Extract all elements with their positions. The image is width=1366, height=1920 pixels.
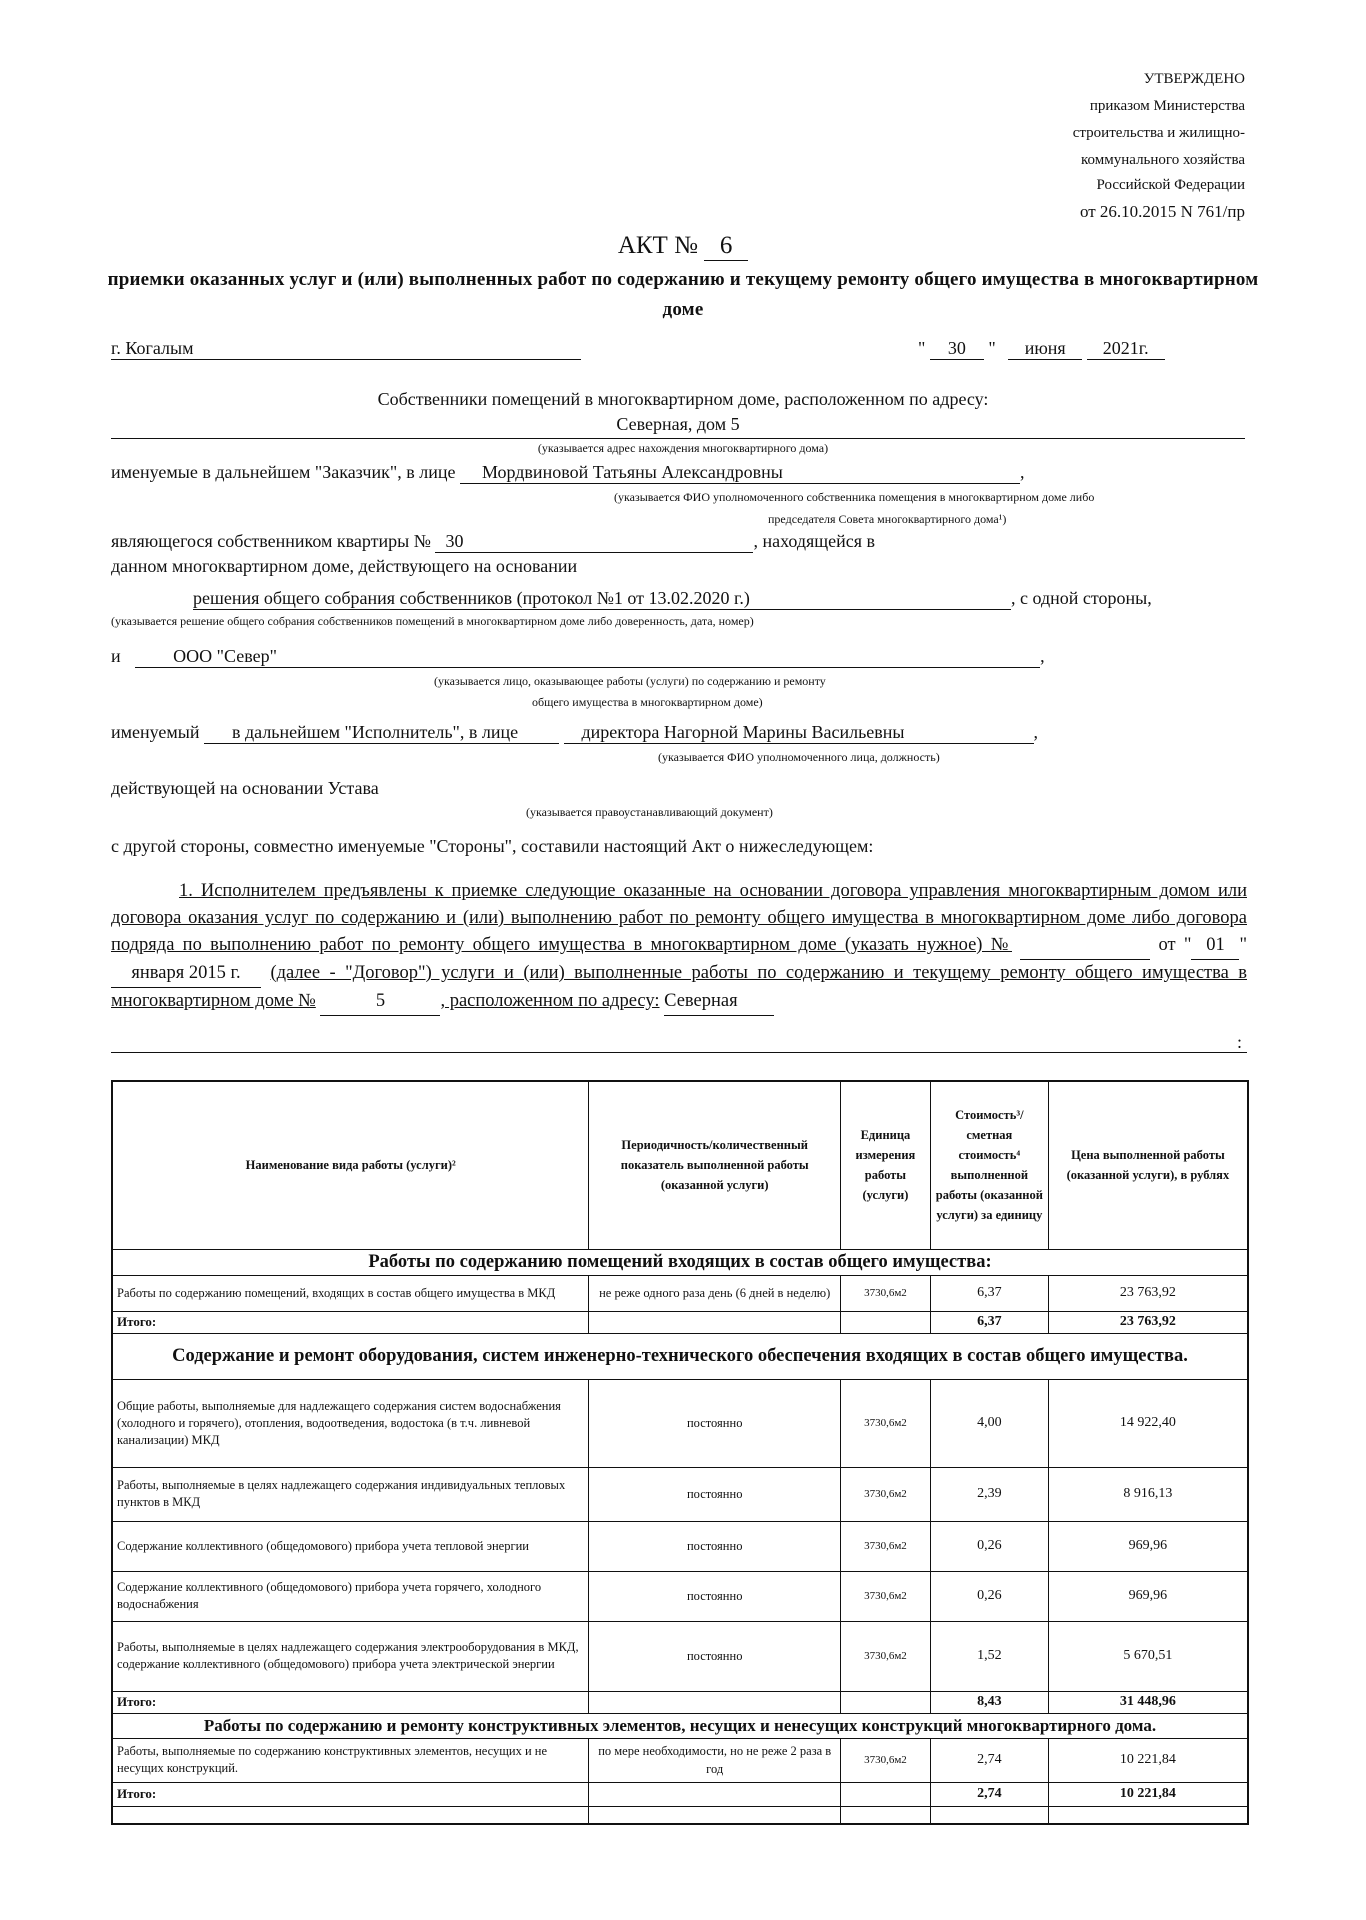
section-title-row bbox=[112, 1333, 1248, 1379]
named-line bbox=[111, 722, 1038, 744]
customer-hint: (указывается ФИО уполномоченного собственника помещения в многоквартирном доме либо bbox=[614, 490, 1095, 504]
work-price: 969,96 bbox=[1048, 1571, 1248, 1621]
address-value: Северная, дом 5 bbox=[616, 414, 740, 434]
work-name: Содержание коллективного (общедомового) прибора учета тепловой энергии bbox=[112, 1521, 589, 1571]
customer-line bbox=[111, 462, 1024, 484]
approval-line: от 26.10.2015 N 761/пр bbox=[1079, 202, 1245, 221]
act-date bbox=[918, 338, 1165, 360]
approval-line: коммунального хозяйства bbox=[1081, 152, 1245, 168]
address-line bbox=[111, 414, 1245, 439]
work-periodicity: постоянно bbox=[589, 1467, 841, 1521]
work-periodicity: постоянно bbox=[589, 1571, 841, 1621]
comma: , bbox=[1019, 462, 1025, 482]
date-quote: " bbox=[988, 338, 996, 358]
approval-block bbox=[1073, 66, 1245, 228]
table-row bbox=[112, 1521, 1248, 1571]
contractor-name: ООО "Север" bbox=[135, 646, 1040, 668]
work-name: Содержание коллективного (общедомового) прибора учета горячего, холодного водоснабжения bbox=[112, 1571, 589, 1621]
customer-prefix: именуемые в дальнейшем "Заказчик", в лице bbox=[111, 462, 456, 482]
work-unit: 3730,6м2 bbox=[840, 1467, 930, 1521]
work-name: Работы, выполняемые по содержанию конструктивных элементов, несущих и не несущих конструкций. bbox=[112, 1738, 589, 1782]
work-price: 969,96 bbox=[1048, 1521, 1248, 1571]
date-day: 30 bbox=[930, 338, 984, 360]
contractor-hint: (указывается лицо, оказывающее работы (услуги) по содержанию и ремонту bbox=[434, 674, 826, 688]
table-row bbox=[112, 1467, 1248, 1521]
total-price: 31 448,96 bbox=[1048, 1691, 1248, 1713]
total-label: Итого: bbox=[112, 1691, 589, 1713]
table-row bbox=[112, 1571, 1248, 1621]
work-cost: 1,52 bbox=[930, 1621, 1048, 1691]
apartment-suffix: , находящейся в bbox=[753, 531, 876, 551]
owners-intro: Собственники помещений в многоквартирном доме, расположенном по адресу: bbox=[377, 389, 989, 409]
total-row bbox=[112, 1691, 1248, 1713]
act-number: 6 bbox=[704, 232, 748, 261]
work-price: 23 763,92 bbox=[1048, 1275, 1248, 1311]
date-quote: " bbox=[918, 338, 926, 358]
total-cost: 2,74 bbox=[930, 1782, 1048, 1806]
work-name: Общие работы, выполняемые для надлежащего содержания систем водоснабжения (холодного и горячего), отопления, водоотведения, водостока (в т.ч. ливневой канализации) МКД bbox=[112, 1379, 589, 1467]
director-hint: (указывается ФИО уполномоченного лица, должность) bbox=[658, 750, 940, 764]
work-cost: 2,39 bbox=[930, 1467, 1048, 1521]
empty-row bbox=[112, 1806, 1248, 1824]
director-name: директора Нагорной Марины Васильевны bbox=[564, 722, 1034, 744]
clause-text: 1. Исполнителем предъявлены к приемке следующие оказанные на основании договора управления многоквартирным домом или договора оказания услуг по содержанию и (или) выполнению работ по ремонту общего имущества в многоквартирном доме либо договора подряда по выполнению работ по ремонту общего имущества в многоквартирном доме (указать нужное) № bbox=[111, 881, 1247, 955]
header-name: Наименование вида работы (услуги)² bbox=[112, 1081, 589, 1249]
work-name: Работы, выполняемые в целях надлежащего содержания электрооборудования в МКД, содержание коллективного (общедомового) прибора учета электрической энергии bbox=[112, 1621, 589, 1691]
approval-line: приказом Министерства bbox=[1089, 98, 1245, 114]
table-header-row bbox=[112, 1081, 1248, 1249]
date-year: 2021г. bbox=[1087, 338, 1165, 360]
and-label: и bbox=[111, 646, 121, 666]
comma: , bbox=[1040, 646, 1045, 666]
street-name: Северная bbox=[664, 988, 774, 1016]
work-price: 5 670,51 bbox=[1048, 1621, 1248, 1691]
clause-text: , расположенном по адресу: bbox=[440, 991, 660, 1011]
act-number-heading bbox=[0, 232, 1366, 261]
work-unit: 3730,6м2 bbox=[840, 1571, 930, 1621]
total-cost: 8,43 bbox=[930, 1691, 1048, 1713]
section-title: Работы по содержанию и ремонту конструктивных элементов, несущих и ненесущих конструкций многоквартирного дома. bbox=[112, 1713, 1248, 1738]
approval-line: УТВЕРЖДЕНО bbox=[1143, 71, 1245, 87]
work-name: Работы, выполняемые в целях надлежащего содержания индивидуальных тепловых пунктов в МКД bbox=[112, 1467, 589, 1521]
colon-mark: : bbox=[1237, 1032, 1243, 1052]
work-name: Работы по содержанию помещений, входящих в состав общего имущества в МКД bbox=[112, 1275, 589, 1311]
work-cost: 2,74 bbox=[930, 1738, 1048, 1782]
clause-from: от " bbox=[1158, 935, 1192, 955]
work-unit: 3730,6м2 bbox=[840, 1379, 930, 1467]
apartment-number: 30 bbox=[435, 531, 753, 553]
header-price: Цена выполненной работы (оказанной услуги), в рублях bbox=[1048, 1081, 1248, 1249]
total-price: 10 221,84 bbox=[1048, 1782, 1248, 1806]
apartment-line-2: данном многоквартирном доме, действующего на основании bbox=[111, 556, 578, 576]
work-unit: 3730,6м2 bbox=[840, 1738, 930, 1782]
section-title: Работы по содержанию помещений входящих в состав общего имущества: bbox=[112, 1249, 1248, 1275]
work-cost: 4,00 bbox=[930, 1379, 1048, 1467]
contract-number-blank bbox=[1020, 932, 1150, 960]
section-title-row bbox=[112, 1249, 1248, 1275]
total-row bbox=[112, 1311, 1248, 1333]
total-label: Итого: bbox=[112, 1311, 589, 1333]
work-price: 8 916,13 bbox=[1048, 1467, 1248, 1521]
table-row bbox=[112, 1379, 1248, 1467]
apartment-prefix: являющегося собственником квартиры № bbox=[111, 531, 431, 551]
work-periodicity: не реже одного раза день (6 дней в неделю) bbox=[589, 1275, 841, 1311]
apartment-line bbox=[111, 531, 875, 553]
approval-line: строительства и жилищно- bbox=[1072, 125, 1245, 141]
work-cost: 0,26 bbox=[930, 1571, 1048, 1621]
contractor-hint: общего имущества в многоквартирном доме) bbox=[532, 695, 763, 709]
clause-quote: " bbox=[1239, 935, 1247, 955]
comma: , bbox=[1033, 722, 1039, 742]
clause-underline bbox=[111, 1052, 1247, 1053]
clause-text: (далее - "Договор") услуги и (или) выполненные работы по содержанию и текущему ремонту общего имущества в многоквартирном доме № bbox=[111, 963, 1248, 1011]
named-middle: в дальнейшем "Исполнитель", в лице bbox=[204, 722, 559, 744]
total-label: Итого: bbox=[112, 1782, 589, 1806]
house-number: 5 bbox=[320, 988, 440, 1016]
contractor-line bbox=[111, 646, 1045, 668]
table-row bbox=[112, 1738, 1248, 1782]
clause-1 bbox=[111, 878, 1247, 1016]
basis-hint: (указывается решение общего собрания собственников помещений в многоквартирном доме либо доверенность, дата, номер) bbox=[111, 614, 754, 628]
header-cost: Стоимость³/сметная стоимость⁴ выполненной работы (оказанной услуги) за единицу bbox=[930, 1081, 1048, 1249]
section-title: Содержание и ремонт оборудования, систем инженерно-технического обеспечения входящих в состав общего имущества. bbox=[112, 1333, 1248, 1379]
place bbox=[111, 338, 581, 360]
total-row bbox=[112, 1782, 1248, 1806]
customer-hint: председателя Совета многоквартирного дома¹) bbox=[768, 512, 1007, 526]
date-month: июня bbox=[1008, 338, 1082, 360]
act-prefix: АКТ № bbox=[617, 232, 698, 259]
contract-day: 01 bbox=[1191, 932, 1239, 960]
header-periodicity: Периодичность/количественный показатель выполненной работы (оказанной услуги) bbox=[589, 1081, 841, 1249]
act-title: приемки оказанных услуг и (или) выполненных работ по содержанию и текущему ремонту общего имущества в многоквартирном доме bbox=[107, 269, 1259, 320]
total-price: 23 763,92 bbox=[1048, 1311, 1248, 1333]
contract-month-year: января 2015 г. bbox=[111, 960, 261, 988]
work-cost: 0,26 bbox=[930, 1521, 1048, 1571]
work-cost: 6,37 bbox=[930, 1275, 1048, 1311]
customer-name: Мордвиновой Татьяны Александровны bbox=[460, 462, 1020, 484]
place-text: г. Когалым bbox=[111, 338, 194, 358]
work-periodicity: постоянно bbox=[589, 1379, 841, 1467]
work-periodicity: постоянно bbox=[589, 1621, 841, 1691]
section-title-row bbox=[112, 1713, 1248, 1738]
work-unit: 3730,6м2 bbox=[840, 1275, 930, 1311]
work-periodicity: постоянно bbox=[589, 1521, 841, 1571]
acting-hint: (указывается правоустанавливающий документ) bbox=[526, 805, 773, 819]
parties-line: с другой стороны, совместно именуемые "Стороны", составили настоящий Акт о нижеследующем: bbox=[111, 836, 874, 856]
named-prefix: именуемый bbox=[111, 722, 200, 742]
table-row bbox=[112, 1275, 1248, 1311]
work-price: 10 221,84 bbox=[1048, 1738, 1248, 1782]
header-unit: Единица измерения работы (услуги) bbox=[840, 1081, 930, 1249]
works-table bbox=[111, 1080, 1249, 1825]
basis-line bbox=[193, 588, 1152, 610]
work-price: 14 922,40 bbox=[1048, 1379, 1248, 1467]
basis-suffix: , с одной стороны, bbox=[1011, 588, 1152, 608]
work-unit: 3730,6м2 bbox=[840, 1521, 930, 1571]
table-row bbox=[112, 1621, 1248, 1691]
work-periodicity: по мере необходимости, но не реже 2 раза в год bbox=[589, 1738, 841, 1782]
address-hint: (указывается адрес нахождения многоквартирного дома) bbox=[537, 441, 829, 455]
work-unit: 3730,6м2 bbox=[840, 1621, 930, 1691]
acting-line: действующей на основании Устава bbox=[111, 778, 379, 798]
total-cost: 6,37 bbox=[930, 1311, 1048, 1333]
approval-line: Российской Федерации bbox=[1096, 177, 1245, 193]
basis-value: решения общего собрания собственников (протокол №1 от 13.02.2020 г.) bbox=[193, 588, 1011, 610]
